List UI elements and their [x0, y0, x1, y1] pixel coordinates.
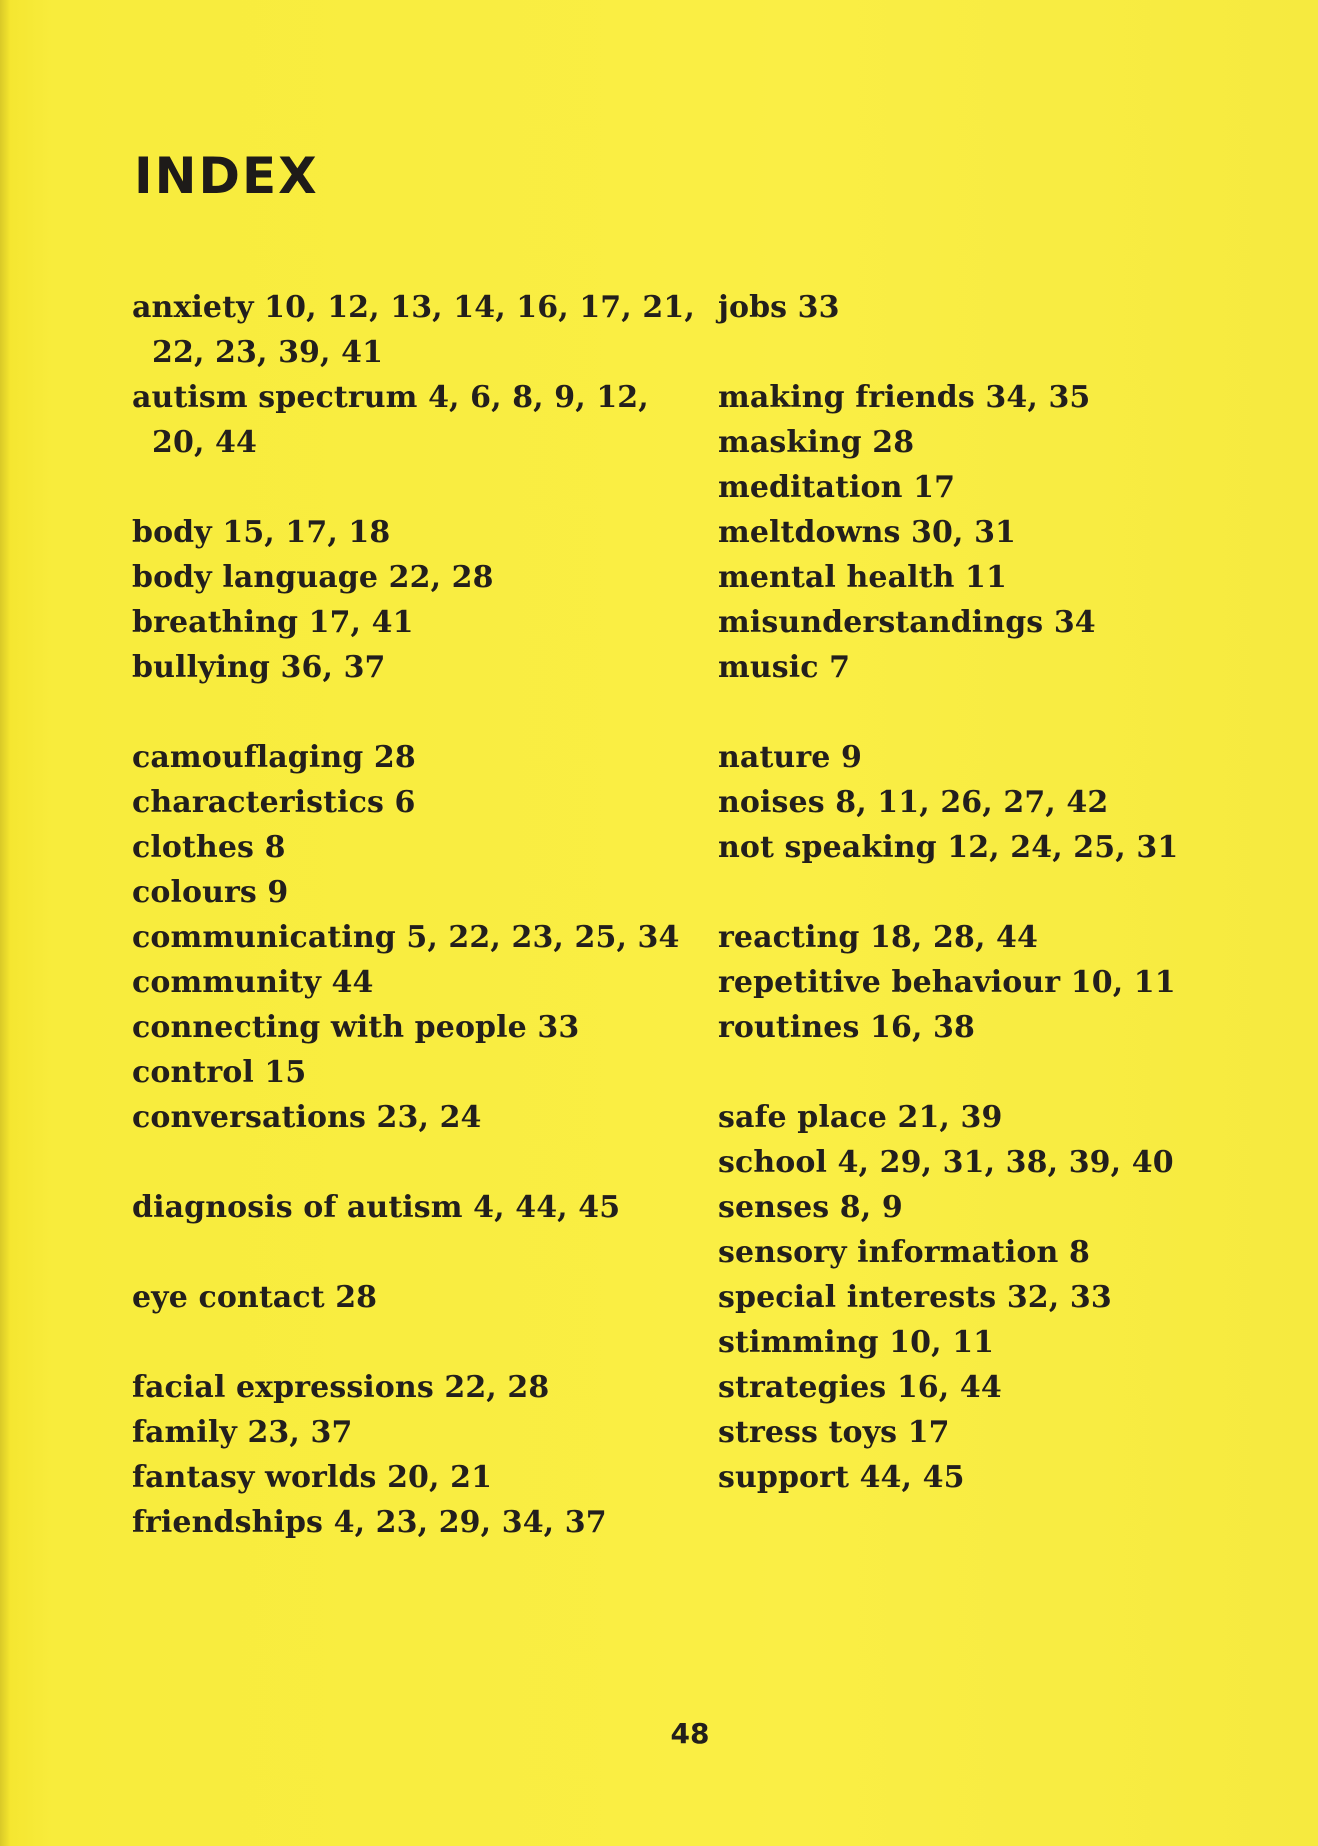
- index-letter-group: [132, 1365, 692, 1545]
- index-entry: [132, 1185, 692, 1230]
- index-entry: [132, 780, 692, 825]
- index-entry: [132, 285, 695, 375]
- index-entry-text: control 15: [132, 1055, 307, 1090]
- index-entry-text: eye contact 28: [132, 1280, 378, 1315]
- index-entry-text: body 15, 17, 18: [132, 515, 391, 550]
- index-entry-text: family 23, 37: [132, 1415, 353, 1450]
- index-column-left: [132, 285, 695, 1590]
- index-entry-text: clothes 8: [132, 830, 286, 865]
- index-letter-group: [132, 1185, 692, 1230]
- index-entry: [132, 1500, 692, 1545]
- index-entry: [132, 1275, 692, 1320]
- index-entry: [132, 510, 692, 555]
- index-letter-group: [132, 735, 692, 1140]
- index-entry-text: characteristics 6: [132, 785, 416, 820]
- index-entry-text: mental health 11: [718, 560, 1007, 595]
- index-entry: [718, 1410, 1188, 1455]
- index-entry-text: breathing 17, 41: [132, 605, 414, 640]
- index-entry-text: community 44: [132, 965, 374, 1000]
- index-entry: [718, 1455, 1188, 1500]
- index-entry: [718, 465, 1188, 510]
- index-entry: [718, 510, 1188, 555]
- index-entry-text: strategies 16, 44: [718, 1370, 1002, 1405]
- index-entry: [718, 780, 1188, 825]
- index-entry: [718, 915, 1188, 960]
- index-entry-text: diagnosis of autism 4, 44, 45: [132, 1190, 621, 1225]
- index-entry: [718, 1365, 1188, 1410]
- page-number: 48: [670, 1717, 710, 1750]
- index-entry-text: fantasy worlds 20, 21: [132, 1460, 493, 1495]
- index-entry: [132, 1455, 692, 1500]
- index-entry-text: nature 9: [718, 740, 862, 775]
- index-entry-text: meltdowns 30, 31: [718, 515, 1017, 550]
- index-entry-continuation: 20, 44: [152, 425, 257, 460]
- index-entry: [132, 375, 692, 465]
- index-letter-group: [718, 375, 1188, 690]
- index-entry: [132, 1005, 692, 1050]
- index-entry: [718, 600, 1188, 645]
- index-entry: [132, 1095, 692, 1140]
- index-entry: [718, 1185, 1188, 1230]
- index-entry-text: conversations 23, 24: [132, 1100, 482, 1135]
- index-entry-text: routines 16, 38: [718, 1010, 975, 1045]
- index-entry-text: camouflaging 28: [132, 740, 416, 775]
- index-entry: [132, 735, 692, 780]
- index-entry: [132, 645, 692, 690]
- index-entry: [718, 1230, 1188, 1275]
- index-entry-text: safe place 21, 39: [718, 1100, 1003, 1135]
- index-entry: [718, 1005, 1188, 1050]
- index-entry-text: senses 8, 9: [718, 1190, 903, 1225]
- index-entry: [718, 960, 1188, 1005]
- index-entry-text: body language 22, 28: [132, 560, 494, 595]
- index-entry-text: sensory information 8: [718, 1235, 1090, 1270]
- index-entry: [718, 735, 1188, 780]
- index-entry-text: stress toys 17: [718, 1415, 950, 1450]
- page-title: INDEX: [134, 147, 319, 205]
- index-entry: [718, 1320, 1188, 1365]
- index-entry-continuation: 22, 23, 39, 41: [152, 335, 384, 370]
- index-entry: [718, 375, 1188, 420]
- index-entry-text: misunderstandings 34: [718, 605, 1096, 640]
- index-letter-group: [132, 285, 695, 465]
- index-entry-text: bullying 36, 37: [132, 650, 386, 685]
- index-letter-group: [718, 285, 1188, 330]
- index-entry: [132, 1365, 692, 1410]
- index-entry-text: not speaking 12, 24, 25, 31: [718, 830, 1179, 865]
- index-entry-text: facial expressions 22, 28: [132, 1370, 550, 1405]
- index-entry-text: noises 8, 11, 26, 27, 42: [718, 785, 1109, 820]
- index-letter-group: [718, 735, 1188, 870]
- index-entry-text: autism spectrum 4, 6, 8, 9, 12,: [132, 380, 649, 415]
- index-entry: [132, 600, 692, 645]
- index-entry-text: communicating 5, 22, 23, 25, 34: [132, 920, 680, 955]
- index-entry: [132, 960, 692, 1005]
- index-letter-group: [132, 510, 692, 690]
- index-entry: [718, 825, 1188, 870]
- index-entry: [718, 285, 1188, 330]
- index-entry-text: support 44, 45: [718, 1460, 965, 1495]
- index-entry: [718, 1140, 1188, 1185]
- index-entry: [718, 1095, 1188, 1140]
- index-letter-group: [718, 1095, 1188, 1500]
- page-edge-shadow: [0, 0, 10, 1846]
- index-entry: [132, 555, 692, 600]
- index-entry-text: masking 28: [718, 425, 915, 460]
- index-entry: [132, 870, 692, 915]
- index-entry: [132, 915, 692, 960]
- index-entry: [132, 1410, 692, 1455]
- index-entry-text: repetitive behaviour 10, 11: [718, 965, 1176, 1000]
- index-entry-text: reacting 18, 28, 44: [718, 920, 1039, 955]
- index-column-right: [718, 285, 1188, 1545]
- index-entry-text: making friends 34, 35: [718, 380, 1091, 415]
- index-entry-text: meditation 17: [718, 470, 956, 505]
- index-letter-group: [132, 1275, 692, 1320]
- index-entry-text: jobs 33: [718, 290, 840, 325]
- index-entry-text: friendships 4, 23, 29, 34, 37: [132, 1505, 607, 1540]
- index-letter-group: [718, 915, 1188, 1050]
- index-entry-text: stimming 10, 11: [718, 1325, 995, 1360]
- index-entry-text: special interests 32, 33: [718, 1280, 1112, 1315]
- index-entry: [718, 420, 1188, 465]
- index-entry: [132, 1050, 692, 1095]
- index-entry-text: colours 9: [132, 875, 289, 910]
- index-entry: [718, 645, 1188, 690]
- index-entry-text: connecting with people 33: [132, 1010, 580, 1045]
- index-entry: [132, 825, 692, 870]
- index-entry-text: anxiety 10, 12, 13, 14, 16, 17, 21,: [132, 290, 695, 325]
- index-entry: [718, 1275, 1188, 1320]
- index-entry: [718, 555, 1188, 600]
- index-entry-text: music 7: [718, 650, 851, 685]
- index-entry-text: school 4, 29, 31, 38, 39, 40: [718, 1145, 1174, 1180]
